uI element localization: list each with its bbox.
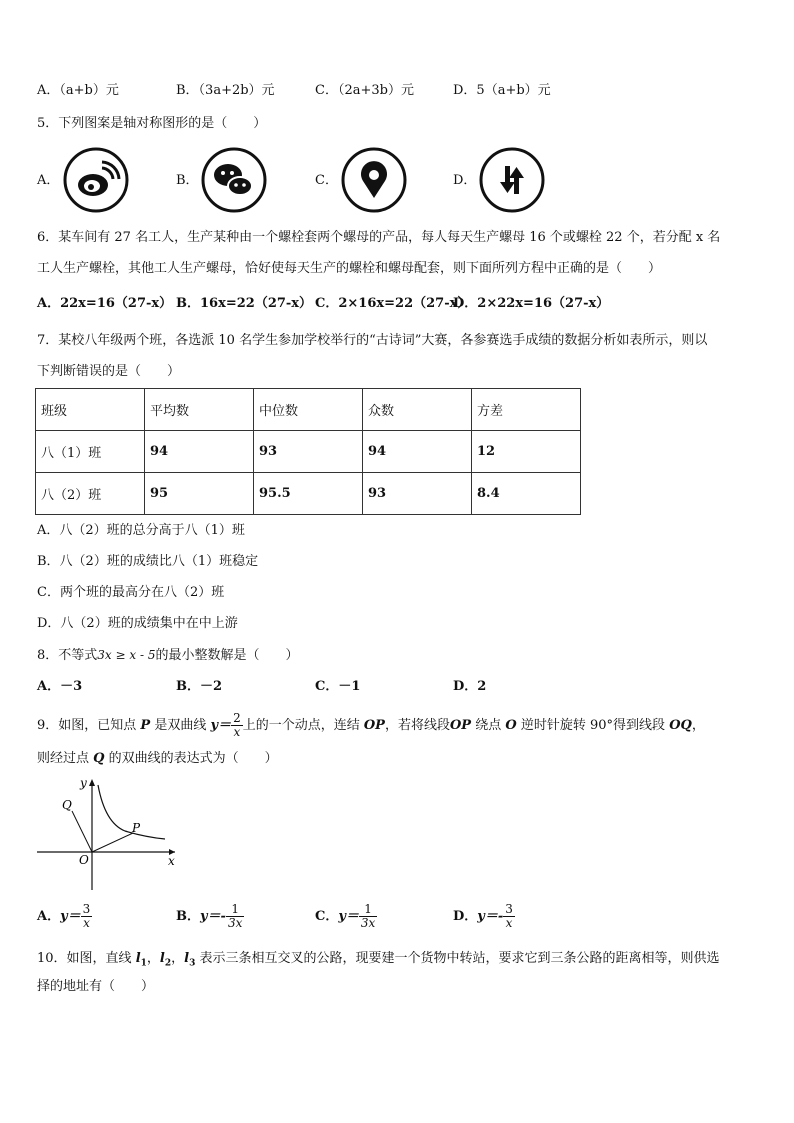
table-header: 平均数 (145, 389, 254, 431)
q9-option-label: D． (453, 909, 478, 924)
location-pin-icon (340, 146, 408, 214)
q10-sub: 2 (164, 958, 172, 969)
hyperbola-figure (35, 775, 185, 895)
q9-point-o: O (505, 718, 517, 733)
q9-text: 绕点 (475, 718, 502, 733)
q8-option-b: B．－2 (176, 679, 223, 694)
q9-option-num: 3 (505, 902, 513, 916)
q6-option-a: A．22x=16（27-x） (37, 296, 173, 311)
q9-line1 (37, 708, 705, 744)
q9-option-num: 1 (359, 903, 377, 917)
q9-option-b (176, 903, 244, 930)
q10-line-l: l (135, 951, 141, 966)
q9-option-fraction (359, 903, 377, 930)
fig-y-label: y (80, 776, 87, 790)
q9-num: 2 (233, 711, 241, 725)
q9-text: 的双曲线的表达式为（ ） (108, 751, 278, 766)
q9-text: 则经过点 (37, 751, 90, 766)
weibo-icon (62, 146, 130, 214)
table-cell: 93 (363, 473, 472, 515)
fig-q-label: Q (62, 798, 72, 812)
q4-option-a: A．（a+b）元 (37, 83, 119, 98)
q10-line-l: l (184, 951, 190, 966)
q9-option-fraction (503, 903, 515, 930)
q7-line1: 7．某校八年级两个班，各选派 10 名学生参加学校举行的“古诗词”大赛，各参赛选手成绩的数据分析如表所示，则以 (37, 333, 708, 348)
q8-option-c: C．－1 (315, 679, 361, 694)
score-table (35, 388, 581, 515)
q9-point-p: P (140, 718, 151, 733)
fig-p-label: P (132, 821, 141, 835)
q6-line1: 6．某车间有 27 名工人，生产某种由一个螺栓套两个螺母的产品，每人每天生产螺母 16 个或螺栓 22 个，若分配 x 名 (37, 230, 721, 245)
q5-label-d: D． (453, 173, 477, 188)
q8-inequality: 3x ≥ x - 5 (97, 648, 156, 662)
q10-text: 10．如图，直线 (37, 951, 132, 966)
q9-op: OP (449, 718, 472, 733)
table-cell: 95 (145, 473, 254, 515)
q9-option-label: A． (37, 909, 61, 924)
q5-label-a: A． (37, 173, 60, 188)
q8-stem (37, 646, 298, 665)
q9-option-y: y＝- (477, 909, 504, 924)
q8-option-a: A．－3 (37, 679, 83, 694)
q6-option-d: D．2×22x=16（27-x） (453, 296, 610, 311)
q9-option-fraction (226, 903, 244, 930)
q9-op: OP (363, 718, 385, 733)
q9-option-c (315, 903, 377, 930)
q8-stem-pre: 8．不等式 (37, 648, 98, 663)
q10-line1: 10．如图，直线 $l_1$，$l_2$，$l_3$ 表示三条相互交叉的公路，现要建一个货物中转站，要求它到三条公路的距离相等，则供选 (37, 951, 720, 969)
q9-option-den: 3x (227, 916, 243, 930)
table-cell: 94 (363, 431, 472, 473)
q9-option-fraction (81, 903, 93, 930)
q9-option-den: 3x (360, 916, 376, 930)
table-header: 中位数 (254, 389, 363, 431)
q7-option-a: A．八（2）班的总分高于八（1）班 (37, 523, 245, 538)
table-cell: 8.4 (472, 473, 581, 515)
q9-option-label: B． (176, 909, 200, 924)
q5-label-b: B． (176, 173, 199, 188)
q9-den: x (233, 725, 241, 739)
q9-option-a (37, 903, 92, 930)
q9-option-y: y＝- (200, 909, 226, 924)
q9-option-d (453, 903, 515, 930)
wechat-icon (200, 146, 268, 214)
q10-sub: 3 (189, 958, 196, 969)
q10-line-l: l (159, 951, 165, 966)
q7-option-c: C．两个班的最高分在八（2）班 (37, 585, 225, 600)
table-cell: 95.5 (254, 473, 363, 515)
table-cell: 93 (254, 431, 363, 473)
q9-option-num: 1 (226, 903, 244, 917)
q9-option-den: x (83, 916, 90, 930)
q9-option-label: C． (315, 909, 339, 924)
table-cell: 12 (472, 431, 581, 473)
q4-option-d: D．5（a+b）元 (453, 83, 551, 98)
table-cell: 94 (145, 431, 254, 473)
q9-text: 是双曲线 (154, 718, 207, 733)
up-down-arrows-icon (478, 146, 546, 214)
q9-option-y: y＝ (60, 909, 81, 924)
q9-text: ， (691, 718, 705, 733)
q7-line2: 下判断错误的是（ ） (37, 364, 181, 379)
table-cell: 八（1）班 (36, 431, 145, 473)
q6-line2: 工人生产螺栓，其他工人生产螺母，恰好使每天生产的螺栓和螺母配套，则下面所列方程中正确的是（ ） (37, 261, 662, 276)
q7-option-d: D．八（2）班的成绩集中在中上游 (37, 616, 238, 631)
q9-y-eq: y＝ (210, 718, 232, 733)
q9-option-y: y＝ (338, 909, 359, 924)
table-header: 方差 (472, 389, 581, 431)
q9-option-den: x (505, 916, 513, 930)
q4-option-b: B．（3a+2b）元 (176, 83, 275, 98)
q7-option-b: B．八（2）班的成绩比八（1）班稳定 (37, 554, 259, 569)
q9-line2 (37, 750, 278, 768)
table-header: 众数 (363, 389, 472, 431)
fig-x-label: x (168, 854, 175, 868)
q9-fraction (231, 712, 243, 739)
q9-oq: OQ (669, 718, 692, 733)
q9-option-num: 3 (82, 902, 91, 916)
table-row (36, 473, 581, 515)
table-row (36, 431, 581, 473)
q9-text: 9．如图，已知点 (37, 718, 137, 733)
q8-stem-post: 的最小整数解是（ ） (155, 648, 299, 663)
q9-text: 上的一个动点，连结 (242, 718, 360, 733)
q4-option-c: C．（2a+3b）元 (315, 83, 414, 98)
q9-point-q: Q (93, 751, 105, 766)
q8-option-d: D．2 (453, 679, 487, 694)
fig-o-label: O (79, 853, 89, 867)
q5-label-c: C． (315, 173, 338, 188)
q9-text: ，若将线段 (384, 718, 450, 733)
q10-line2: 择的地址有（ ） (37, 979, 155, 994)
q9-text: 逆时针旋转 90°得到线段 (520, 718, 666, 733)
q6-option-c: C．2×16x=22（27-x） (315, 296, 471, 311)
table-header: 班级 (36, 389, 145, 431)
q6-option-b: B．16x=22（27-x） (176, 296, 313, 311)
q10-text: 表示三条相互交叉的公路，现要建一个货物中转站，要求它到三条公路的距离相等，则供选 (199, 951, 720, 966)
table-header-row (36, 389, 581, 431)
table-cell: 八（2）班 (36, 473, 145, 515)
q10-sub: 1 (140, 958, 147, 969)
q5-stem: 5．下列图案是轴对称图形的是（ ） (37, 116, 267, 131)
